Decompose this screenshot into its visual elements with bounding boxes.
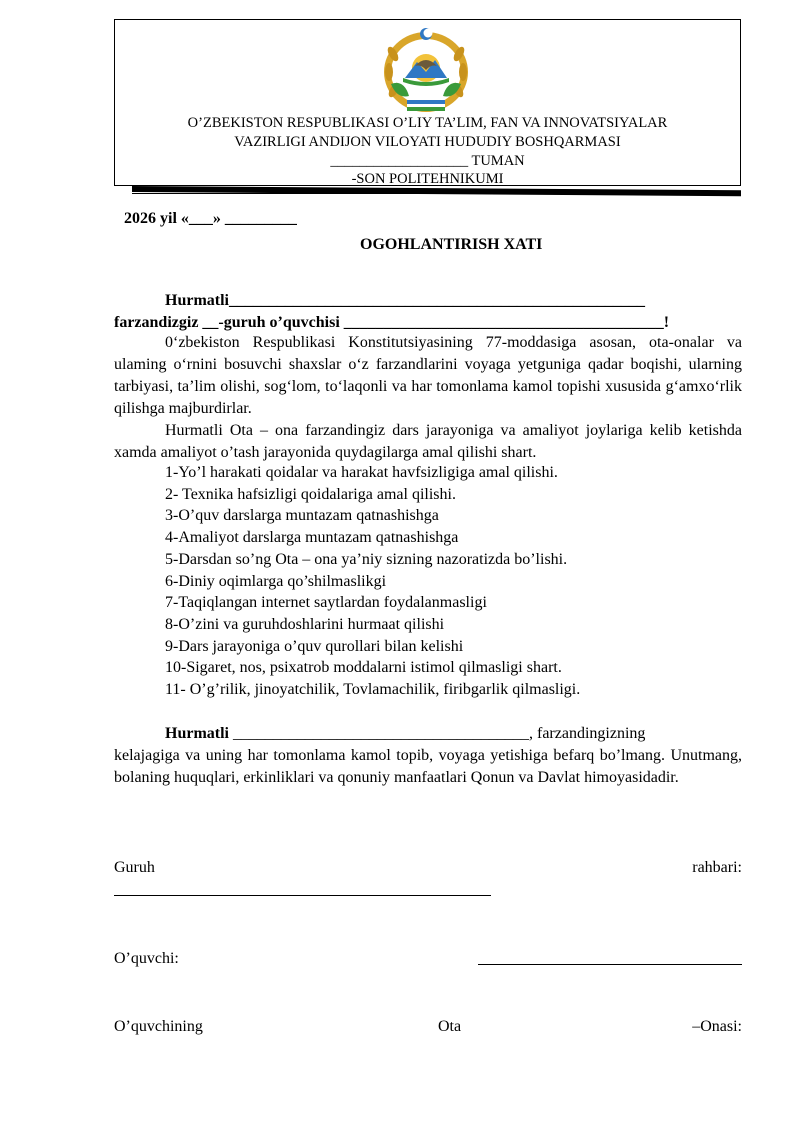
greeting-label: Hurmatli: [165, 292, 229, 309]
sig-students-label: O’quvchining: [114, 1018, 203, 1035]
instruction-paragraph: Hurmatli Ota – ona farzandingiz dars jarayoniga va amaliyot joylariga kelib ketishda xamda amaliyot o’tash jarayonida quydagilarga amal qilishi shart.: [114, 422, 742, 461]
rule-item: 4-Amaliyot darslarga muntazam qatnashishga: [165, 529, 459, 547]
rule-item: 1-Yo’l harakati qoidalar va harakat havfsizligiga amal qilishi.: [165, 464, 558, 481]
sig-student-line: [478, 964, 742, 965]
rule-item: 11- O’g’rilik, jinoyatchilik, Tovlamachilik, firibgarlik qilmasligi.: [165, 681, 581, 699]
header-line-region: VAZIRLIGI ANDIJON VILOYATI HUDUDIY BOSHQARMASI: [234, 134, 621, 150]
closing-paragraph: kelajagiga va uning har tomonlama kamol topib, voyaga yetishiga befarq bo’lmang. Unutmang, bolaning huquqlari, erkinliklari va qonuniy manfaatlari Qonun va Davlat himoyasidadir.: [114, 747, 742, 786]
letterhead: [114, 19, 741, 186]
sig-father-label: Ota: [438, 1018, 462, 1035]
sig-student-label: O’quvchi:: [114, 950, 179, 967]
rule-item: 7-Taqiqlangan internet saytlardan foydalanmasligi: [165, 594, 487, 612]
rule-item: 5-Darsdan so’ng Ota – ona ya’niy sizning nazoratizda bo’lishi.: [165, 550, 568, 568]
greeting-student-line: farzandizgiz __-guruh o’quvchisi ________________________________________!: [114, 314, 670, 331]
greeting-line: [165, 291, 645, 311]
greeting-name-blank: ____________________________________________________: [229, 292, 645, 309]
header-line-ministry: O’ZBEKISTON RESPUBLIKASI O’LIY TA’LIM, FAN VA INNOVATSIYALAR: [187, 115, 668, 131]
closing-first-line: [165, 724, 645, 744]
header-line-district: ___________________ TUMAN: [330, 153, 525, 169]
date-line: 2026 yil «___» _________: [124, 210, 297, 227]
rule-item: 9-Dars jarayoniga o’quv qurollari bilan kelishi: [165, 637, 464, 655]
sig-group-label: Guruh: [114, 859, 155, 876]
sig-mother-label: –Onasi:: [692, 1018, 742, 1035]
state-emblem-icon: [379, 24, 474, 116]
closing-label: Hurmatli: [165, 725, 229, 742]
rule-item: 10-Sigaret, nos, psixatrob moddalarni istimol qilmasligi shart.: [165, 659, 562, 677]
closing-name-blank: _____________________________________, farzandingizning: [229, 725, 646, 742]
rule-item: 6-Diniy oqimlarga qo’shilmaslikgi: [165, 572, 387, 590]
header-divider-thin: [132, 193, 741, 194]
header-line-institution: -SON POLITEHNIKUMI: [351, 171, 504, 187]
document-title: OGOHLANTIRISH XATI: [360, 236, 543, 253]
constitution-paragraph: 0‘zbekiston Respublikasi Konstitutsiyasining 77-moddasiga asosan, ota-onalar va ulaming o‘rnini bosuvchi shaxslar o‘z farzandlarini voyaga yetguniga qadar boqishi, ularning tarbiyasi, ta’lim olishi, sog‘lom, to‘laqonli va har tomonlama kamol topishi xususida g‘amxo‘rlik qilishga majburdirlar.: [114, 334, 742, 417]
rule-item: 8-O’zini va guruhdoshlarini hurmaat qilishi: [165, 615, 445, 633]
rule-item: 3-O’quv darslarga muntazam qatnashishga: [165, 507, 439, 525]
rule-item: 2- Texnika hafsizligi qoidalariga amal qilishi.: [165, 485, 456, 503]
sig-leader-label: rahbari:: [692, 859, 742, 876]
sig-leader-line: [114, 895, 491, 896]
rules-list: [165, 462, 580, 701]
